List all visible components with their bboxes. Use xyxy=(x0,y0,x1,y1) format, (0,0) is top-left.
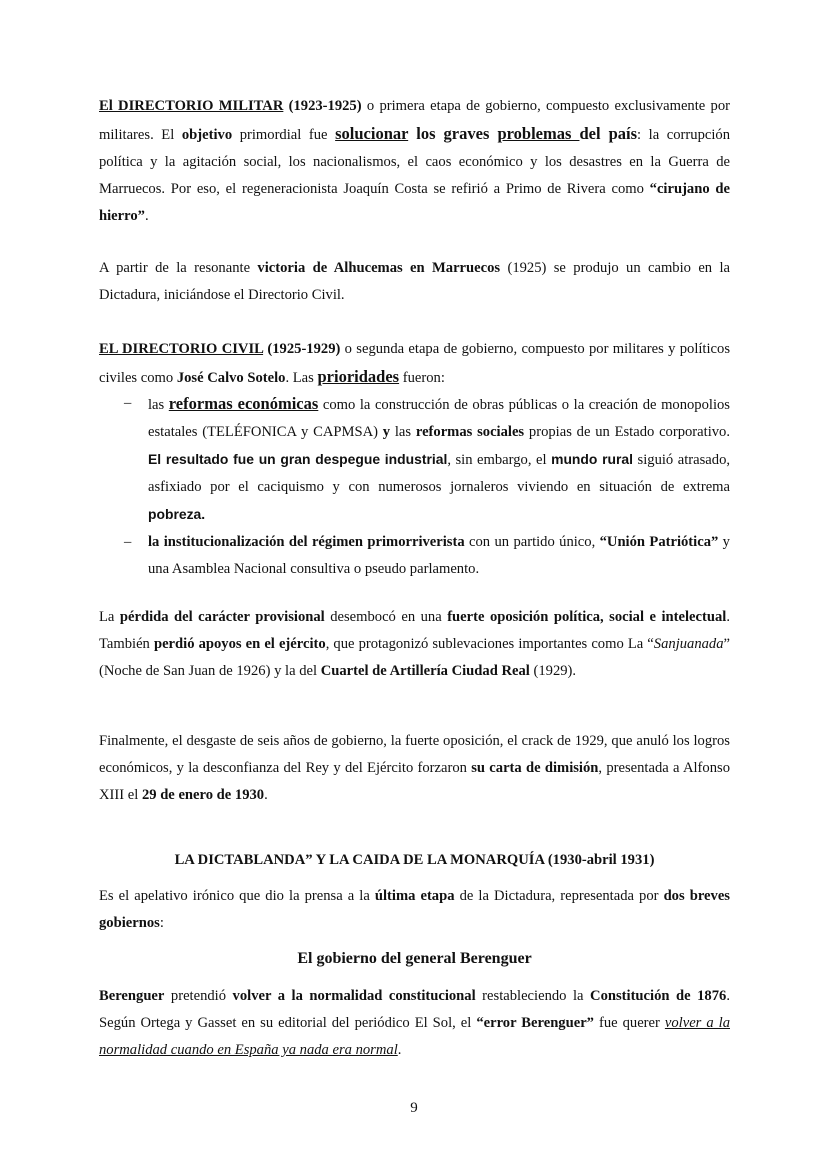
paragraph-dictablanda: Es el apelativo irónico que dio la prensa a la última etapa de la Dictadura, representada por dos breves gobiernos: xyxy=(99,888,730,931)
list-item: – las reformas económicas como la construcción de obras públicas o la creación de monopolios estatales (TELÉFONICA y CAPMSA) y las reformas sociales propias de un Estado corporativo. El resultado fue un gran despegue industrial, sin embargo, el mundo rural siguió atrasado, asfixiado por el caciquismo y con numerosos jornaleros viviendo en situación de extrema pobreza. xyxy=(124,394,731,522)
paragraph-alhucemas: A partir de la resonante victoria de Alhucemas en Marruecos (1925) se produjo un cambio en la Dictadura, iniciándose el Directorio Civil. xyxy=(99,260,731,303)
page-number: 9 xyxy=(410,1100,418,1116)
paragraph-directorio-militar: El DIRECTORIO MILITAR (1923-1925) o primera etapa de gobierno, compuesto exclusivamente por militares. El objetivo primordial fue solucionar los graves problemas del país: la corrupción política y la agitación social, los nacionalismos, el caos económico y los desastres en la Guerra de Marruecos. Por eso, el regeneracionista Joaquín Costa se refirió a Primo de Rivera como “cirujano de hierro”. xyxy=(99,98,730,224)
list-item: – la institucionalización del régimen primorriverista con un partido único, “Unión Patriótica” y una Asamblea Nacional consultiva o pseudo parlamento. xyxy=(124,534,730,577)
section-heading: LA DICTABLANDA” Y LA CAIDA DE LA MONARQUÍA (1930-abril 1931) xyxy=(174,852,655,868)
priorities-list xyxy=(124,390,730,583)
paragraph-perdida: La pérdida del carácter provisional desembocó en una fuerte oposición política, social e intelectual. También perdió apoyos en el ejército, que protagonizó sublevaciones importantes como La “Sanjuanada” (Noche de San Juan de 1926) y la del Cuartel de Artillería Ciudad Real (1929). xyxy=(99,609,731,679)
paragraph-directorio-civil: EL DIRECTORIO CIVIL (1925-1929) o segunda etapa de gobierno, compuesto por militares y políticos civiles como José Calvo Sotelo. Las prioridades fueron: xyxy=(99,341,730,386)
paragraph-finalmente: Finalmente, el desgaste de seis años de gobierno, la fuerte oposición, el crack de 1929, que anuló los logros económicos, y la desconfianza del Rey y del Ejército forzaron su carta de dimisión, presentada a Alfonso XIII el 29 de enero de 1930. xyxy=(99,733,730,803)
paragraph-berenguer: Berenguer pretendió volver a la normalidad constitucional restableciendo la Constitución de 1876. Según Ortega y Gasset en su editorial del periódico El Sol, el “error Berenguer” fue querer volver a la normalidad cuando en España ya nada era normal. xyxy=(99,988,730,1058)
subsection-heading: El gobierno del general Berenguer xyxy=(297,950,532,967)
